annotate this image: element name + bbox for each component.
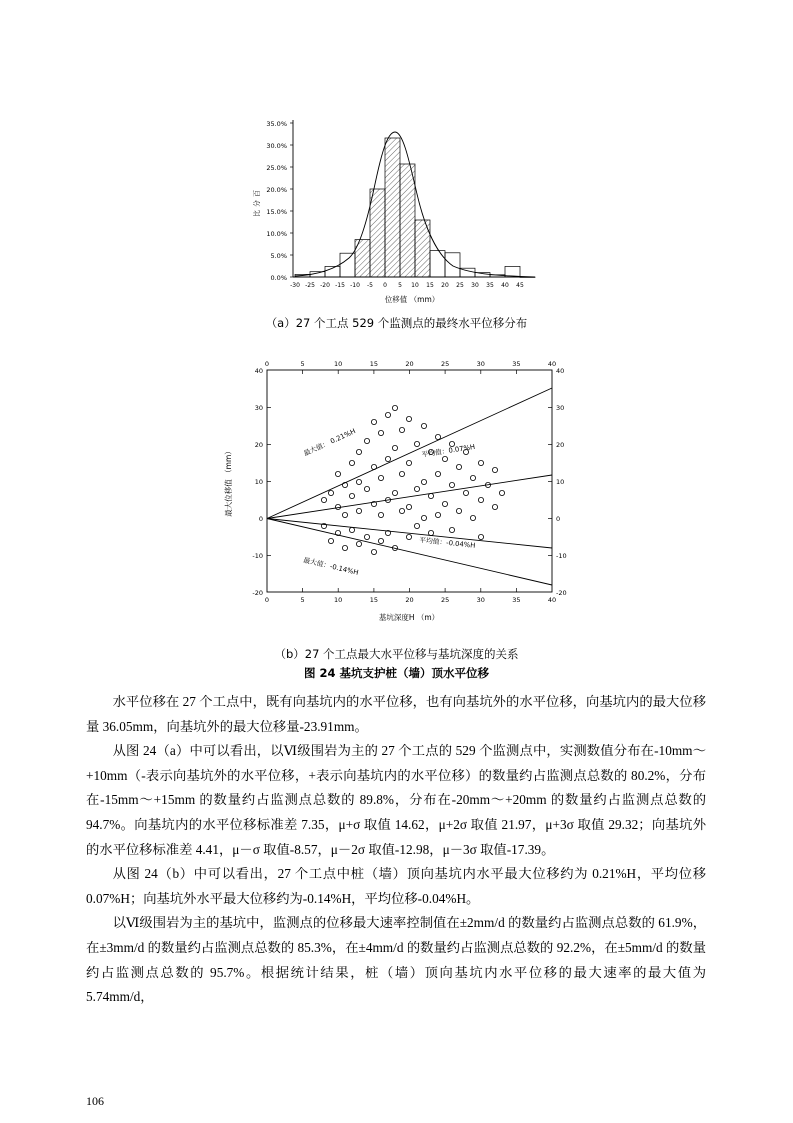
scatter-right-ticks <box>556 367 567 597</box>
svg-text:30.0%: 30.0% <box>265 142 287 150</box>
svg-text:-20: -20 <box>319 282 330 289</box>
svg-text:分: 分 <box>252 200 261 207</box>
hist-xlabel: 位移值 （mm） <box>384 295 439 304</box>
svg-text:-5: -5 <box>366 282 373 289</box>
svg-text:0: 0 <box>555 515 560 523</box>
svg-text:5.0%: 5.0% <box>269 252 287 260</box>
scatter-bottom-ticks <box>264 596 555 604</box>
svg-text:35: 35 <box>511 596 521 604</box>
svg-text:0.0%: 0.0% <box>269 274 287 282</box>
scatter-top-ticks <box>264 360 555 368</box>
svg-text:0: 0 <box>258 515 263 523</box>
paragraph-1: 水平位移在 27 个工点中，既有向基坑内的水平位移，也有向基坑外的水平位移，向基坑内的最大位移量 36.05mm，向基坑外的最大位移量-23.91mm。 <box>86 694 706 734</box>
scatter-ylabel: 最大位移值 （mm） <box>223 447 233 517</box>
svg-text:25: 25 <box>440 360 449 368</box>
svg-text:15: 15 <box>369 360 378 368</box>
paragraph-3: 从图 24（b）中可以看出，27 个工点中桩（墙）顶向基坑内水平最大位移约为 0.21%H，平均位移 0.07%H；向基坑外水平最大位移约为-0.14%H，平均位移-0.04%H。 <box>86 866 706 906</box>
svg-text:35: 35 <box>511 360 521 368</box>
svg-text:-30: -30 <box>289 282 300 289</box>
svg-text:10: 10 <box>254 478 263 486</box>
paragraph-4: 以Ⅵ级围岩为主的基坑中，监测点的位移最大速率控制值在±2mm/d 的数量约占监测点总数的 61.9%，在±3mm/d 的数量约占监测点总数的 85.3%，在±4mm/d 的数量约占监测点总数的 92.2%，在±5mm/d 的数量约占监测点总数的 95.7%。根据统计结果，桩（墙）顶向基坑内水平位移的最大速率的最大值为 5.74mm/d， <box>86 915 706 1005</box>
svg-text:30: 30 <box>555 404 564 412</box>
scatter-points <box>321 405 504 554</box>
paragraph-2: 从图 24（a）中可以看出，以Ⅵ级围岩为主的 27 个工点的 529 个监测点中，实测数值分布在-10mm～+10mm（-表示向基坑外的水平位移，+表示向基坑内的水平位移）的数量约占监测点总数的 80.2%，分布在-15mm～+15mm 的数量约占监测点总数的 89.8%，分布在-20mm～+20mm 的数量约占监测点总数的 94.7%。向基坑内的水平位移标准差 7.35，μ+σ 取值 14.62，μ+2σ 取值 21.97，μ+3σ 取值 29.32；向基坑外的水平位移标准差 4.41，μ－σ 取值-8.57，μ－2σ 取值-12.98，μ－3σ 取值-17.39。 <box>86 743 706 857</box>
svg-text:10: 10 <box>555 478 564 486</box>
reference-lines <box>267 388 552 585</box>
hist-xticks <box>290 282 524 289</box>
annot-mean-upper: 平均值：0.07%H <box>420 442 476 459</box>
svg-text:5: 5 <box>397 282 402 289</box>
annot-max-upper: 最大值： 0.21%H <box>302 427 357 458</box>
svg-text:-20: -20 <box>251 589 263 597</box>
svg-text:15: 15 <box>369 596 378 604</box>
svg-text:35.0%: 35.0% <box>265 120 287 128</box>
histogram-svg <box>247 112 547 312</box>
svg-text:-10: -10 <box>349 282 360 289</box>
svg-text:-10: -10 <box>555 552 567 560</box>
svg-text:15: 15 <box>425 282 434 289</box>
svg-text:-25: -25 <box>304 282 315 289</box>
svg-text:-15: -15 <box>334 282 345 289</box>
svg-text:30: 30 <box>254 404 263 412</box>
scatter-chart <box>207 352 587 632</box>
scatter-xlabel: 基坑深度H （m） <box>378 613 439 622</box>
svg-text:0: 0 <box>264 360 269 368</box>
svg-text:5: 5 <box>300 596 305 604</box>
svg-text:10: 10 <box>333 596 342 604</box>
histogram-bars <box>295 138 535 277</box>
annot-max-lower: 最大值：-0.14%H <box>302 556 359 577</box>
scatter-svg <box>207 352 587 632</box>
svg-text:20.0%: 20.0% <box>265 186 287 194</box>
histogram-chart <box>247 112 547 312</box>
svg-text:35: 35 <box>485 282 494 289</box>
svg-text:40: 40 <box>500 282 509 289</box>
svg-text:20: 20 <box>440 282 449 289</box>
svg-text:40: 40 <box>547 360 556 368</box>
svg-text:30: 30 <box>470 282 479 289</box>
hist-ylabel: 百 <box>252 190 261 197</box>
svg-text:40: 40 <box>254 367 263 375</box>
svg-text:20: 20 <box>254 441 263 449</box>
figure-a-caption: （a）27 个工点 529 个监测点的最终水平位移分布 <box>265 316 528 330</box>
svg-text:-10: -10 <box>251 552 263 560</box>
svg-text:40: 40 <box>547 596 556 604</box>
svg-text:10: 10 <box>410 282 419 289</box>
figure-b-caption: （b）27 个工点最大水平位移与基坑深度的关系 <box>274 647 519 661</box>
svg-text:30: 30 <box>476 596 485 604</box>
figure-a-histogram <box>0 112 793 312</box>
svg-text:0: 0 <box>382 282 387 289</box>
svg-text:-20: -20 <box>555 589 567 597</box>
body-text <box>86 690 706 1010</box>
svg-text:20: 20 <box>555 441 564 449</box>
scatter-left-ticks <box>252 367 263 597</box>
svg-text:15.0%: 15.0% <box>265 208 287 216</box>
svg-text:40: 40 <box>555 367 564 375</box>
figure-title: 图 24 基坑支护桩（墙）顶水平位移 <box>303 666 489 680</box>
svg-text:30: 30 <box>476 360 485 368</box>
svg-text:45: 45 <box>515 282 524 289</box>
svg-text:0: 0 <box>264 596 269 604</box>
svg-text:5: 5 <box>300 360 305 368</box>
annot-mean-lower: 平均值：-0.04%H <box>418 536 476 550</box>
svg-text:25: 25 <box>440 596 449 604</box>
svg-text:20: 20 <box>404 360 414 368</box>
svg-text:10.0%: 10.0% <box>265 230 287 238</box>
svg-text:比: 比 <box>252 210 261 217</box>
figure-b-scatter <box>0 352 793 632</box>
svg-text:25: 25 <box>455 282 464 289</box>
svg-text:25.0%: 25.0% <box>265 164 287 172</box>
page-number: 106 <box>86 1094 104 1108</box>
hist-yticks <box>266 120 287 282</box>
svg-text:10: 10 <box>333 360 342 368</box>
svg-text:20: 20 <box>404 596 414 604</box>
